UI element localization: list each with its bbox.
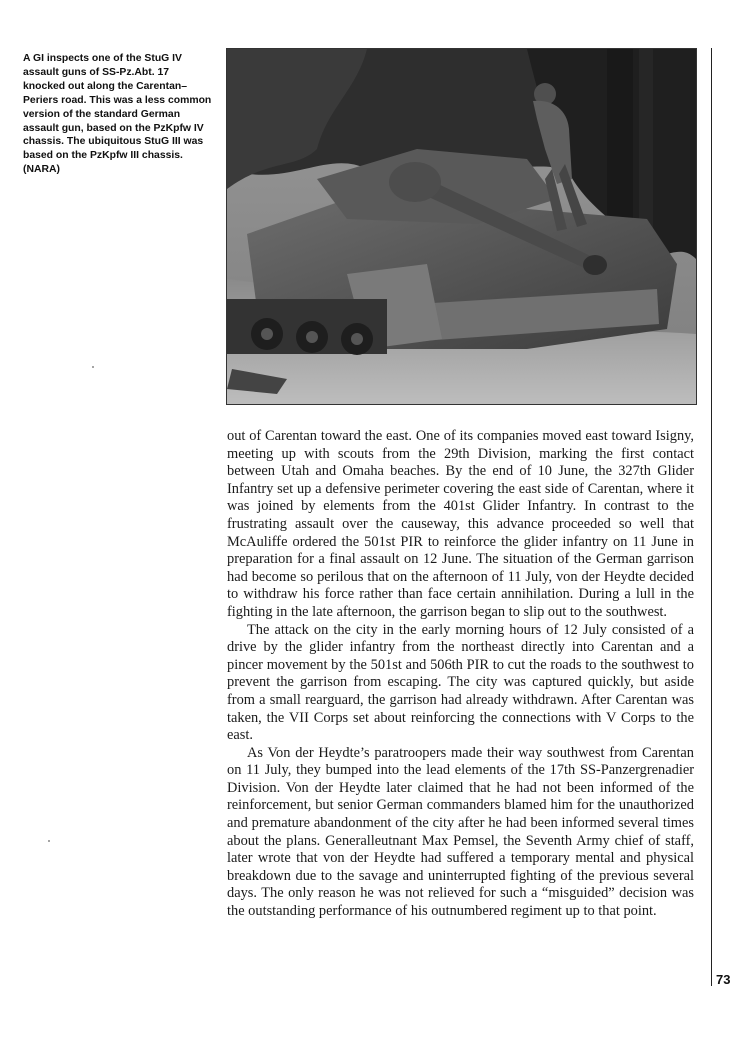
paragraph-3: As Von der Heydte’s paratroopers made their way southwest from Carentan on 11 July, they bumped into the lead elements of the 17th SS-Panzergrenadier Division. Von der Heydte later claimed that he had not been informed of the reinforcement, but senior German commanders blamed him for the unauthorized and premature abandonment of the city after he had been informed several times about the plans. Generalleutnant Max Pemsel, the Seventh Army chief of staff, later wrote that von der Heydte had suffered a temporary mental and physical breakdown due to the savage and uninterrupted fighting of the previous several days. The only reason he was not relieved for such a “misguided” decision was the outstanding performance of his outnumbered regiment up to that point. bbox=[227, 744, 694, 920]
stug-iv-photo bbox=[226, 48, 697, 405]
photo-caption: A GI inspects one of the StuG IV assault guns of SS-Pz.Abt. 17 knocked out along the Carentan–Periers road. This was a less common version of the standard German assault gun, based on the PzKpfw IV chassis. The ubiquitous StuG III was based on the PzKpfw III chassis. (NARA) bbox=[23, 53, 212, 176]
page-number: 73 bbox=[716, 972, 731, 987]
paragraph-1: out of Carentan toward the east. One of its companies moved east toward Isigny, meeting up with scouts from the 29th Division, marking the first contact between Utah and Omaha beaches. By the end of 10 June, the 327th Glider Infantry set up a defensive perimeter covering the east side of Carentan, where it was joined by elements from the 401st Glider Infantry. In contrast to the frustrating assault over the causeway, this advance proceeded so well that McAuliffe ordered the 501st PIR to reinforce the glider infantry on 11 June in preparation for a final assault on 12 June. The situation of the German garrison had become so perilous that on the afternoon of 11 July, von der Heydte decided to withdraw his force rather than face certain annihilation. During a lull in the fighting in the late afternoon, the garrison began to slip out to the southwest. bbox=[227, 428, 694, 620]
page-speck bbox=[48, 840, 50, 842]
stug-iv-photo-drawing bbox=[227, 49, 696, 404]
page-speck bbox=[92, 366, 94, 368]
margin-rule bbox=[711, 48, 712, 986]
body-text bbox=[227, 428, 694, 921]
paragraph-2: The attack on the city in the early morning hours of 12 July consisted of a drive by the glider infantry from the northeast directly into Carentan and a pincer movement by the 501st and 506th PIR to cut the roads to the southwest to prevent the garrison from escaping. The city was captured quickly, but aside from a small rearguard, the garrison had already withdrawn. After Carentan was taken, the VII Corps set about reinforcing the connections with V Corps to the east. bbox=[227, 621, 694, 744]
